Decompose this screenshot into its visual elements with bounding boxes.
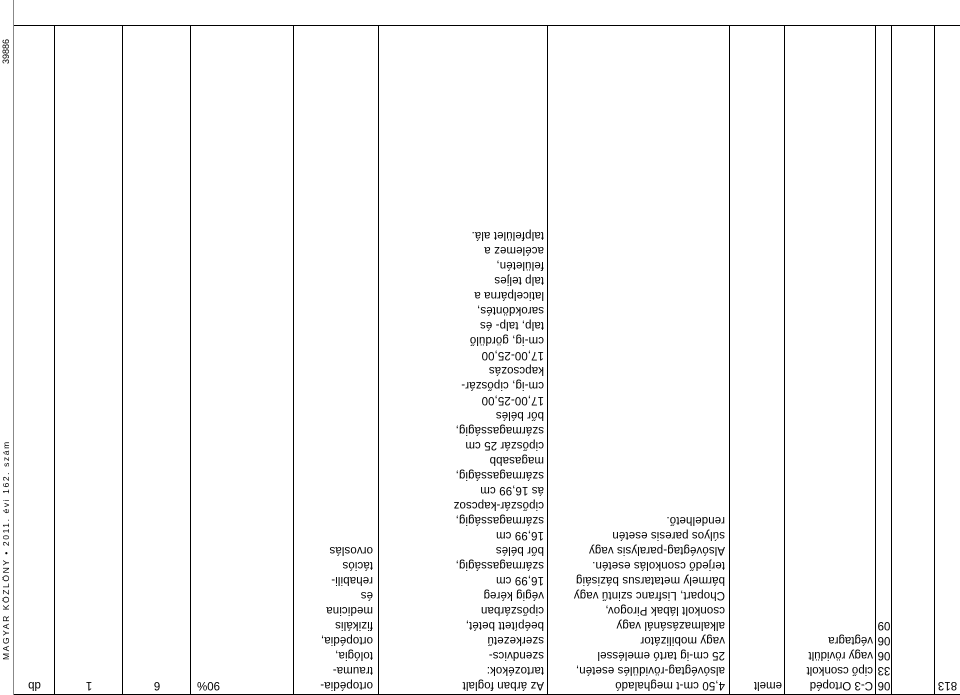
page-header-strip [0, 0, 14, 695]
prescription-criteria: 4,50 cm-t meghaladó alsóvégtag-rövidülés esetén, 25 cm-ig tartó emeléssel vagy mobilizátor alkalmazásánál vagy csonkolt lábak Pirogov, Chopart, Lisfranc szintű vagy bármely metatarsus bázisáig terjedő csonkolás esetén. Alsóvégtag-paralysis vagy súlyos paresis esetén rendelhető. [573, 514, 725, 691]
product-name: C-3 Ortopéd cipő csonkolt vagy rövidült végtagra [806, 634, 873, 691]
col-sep [547, 25, 548, 695]
col-sep [378, 25, 379, 695]
medical-specialty: ortopédia- trauma- tológia, ortopédia, fizikális medicina és rehabili- tációs orvoslás [320, 544, 373, 691]
quantity: 1 [85, 679, 93, 691]
product-type: emelt [753, 679, 782, 691]
col-sep [875, 25, 876, 695]
col-sep [190, 25, 191, 695]
iso-code: 06 [877, 679, 891, 691]
col-sep [122, 25, 123, 695]
sequence-number: 813 [937, 679, 958, 691]
included-components: Az árban foglalt tartozékok: szendvics- szerkezetű beépített betét, cipőszárban végig kéreg 16,99 cm szármagasságig, bőr bélés 16,99 cm szármagasságig, cipőszár-kapcsoz ás 16,99 cm szármagasságig, magasabb cipőszár 25 cm szármagasságig, bőr bélés 17,00-25,00 cm-ig, cipőszár- kapcsozás 17,00-25,00 cm-ig, gördülő talp, talp- és sarokdöntés, laticelpárna a talp teljes felületén, acélemez a talpfelület alá. [453, 229, 544, 691]
iso-code: 06 [877, 649, 891, 661]
iso-code: 33 [877, 664, 891, 676]
col-sep [784, 25, 785, 695]
unit: db [28, 679, 41, 691]
col-sep [934, 25, 935, 695]
header-divider [13, 0, 14, 695]
support-rate: 90% [197, 679, 221, 691]
journal-title: MAGYAR KÖZLÖNY • 2011. évi 162. szám [1, 440, 11, 660]
col-sep [293, 25, 294, 695]
iso-code: 06 [877, 634, 891, 646]
col-sep [729, 25, 730, 695]
col-sep [891, 25, 892, 695]
period: 6 [153, 679, 161, 691]
table-bottom-border [14, 25, 960, 26]
page-number: 39886 [1, 38, 11, 64]
col-sep [54, 25, 55, 695]
iso-code: 09 [877, 619, 891, 631]
